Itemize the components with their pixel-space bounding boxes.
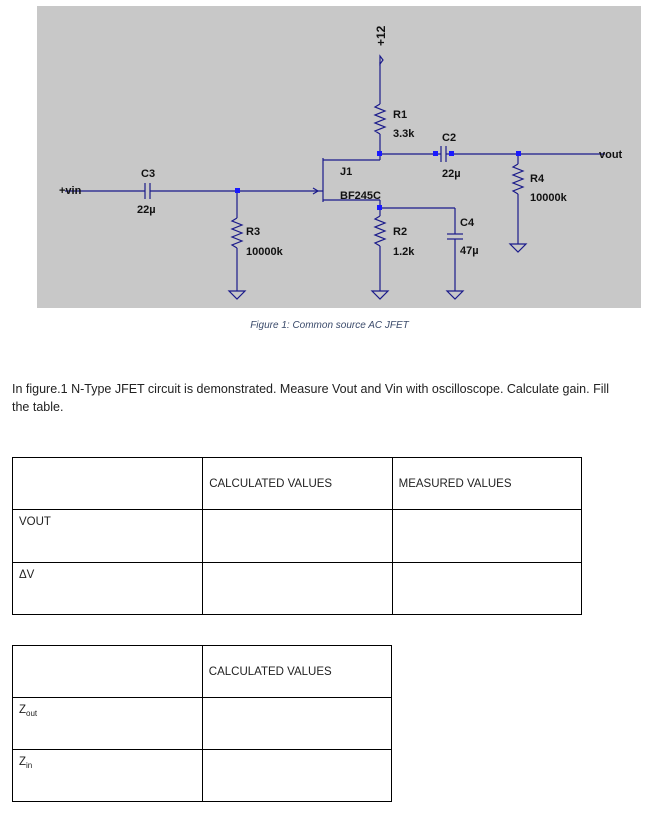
c3-value: 22µ bbox=[137, 204, 156, 216]
r3-value: 10000k bbox=[246, 246, 283, 258]
r4-value: 10000k bbox=[530, 192, 567, 204]
row-label-cell bbox=[13, 698, 203, 750]
impedance-table bbox=[12, 645, 392, 802]
node-gate bbox=[235, 188, 240, 193]
table-header-blank bbox=[13, 646, 203, 698]
r2-value: 1.2k bbox=[393, 246, 415, 258]
j1-ref: J1 bbox=[340, 166, 353, 178]
vin-label: +vin bbox=[59, 185, 82, 197]
zin-main: Z bbox=[19, 756, 27, 768]
node-c2-right bbox=[449, 151, 454, 156]
r1-value: 3.3k bbox=[393, 128, 415, 140]
c2-value: 22µ bbox=[442, 168, 461, 180]
row-label-vout: VOUT bbox=[19, 516, 51, 528]
header-calculated-label: CALCULATED VALUES bbox=[208, 666, 332, 678]
row-label-delta-v: ΔV bbox=[19, 569, 35, 581]
measurement-table bbox=[12, 457, 582, 615]
r2-ref: R2 bbox=[393, 226, 408, 238]
vout-label: vout bbox=[599, 149, 623, 161]
zout-main: Z bbox=[19, 704, 27, 716]
row-label-zin bbox=[13, 750, 202, 770]
vout-measured-cell[interactable] bbox=[392, 510, 581, 563]
node-drain bbox=[377, 151, 382, 156]
supply-label: +12 bbox=[374, 25, 388, 46]
zin-calculated-cell[interactable] bbox=[202, 750, 391, 802]
c4-ref: C4 bbox=[460, 217, 475, 229]
header-calculated bbox=[202, 646, 391, 698]
table-header-row bbox=[13, 646, 392, 698]
c4-value: 47µ bbox=[460, 245, 479, 257]
table-row bbox=[13, 750, 392, 802]
zout-sub: out bbox=[26, 709, 38, 718]
table-header-row bbox=[13, 458, 582, 510]
row-label-cell bbox=[13, 750, 203, 802]
delta-v-measured-cell[interactable] bbox=[392, 563, 581, 615]
instructions-text: In figure.1 N-Type JFET circuit is demonstrated. Measure Vout and Vin with oscilloscope. Calculate gain. Fill the table. bbox=[12, 382, 610, 414]
c2-ref: C2 bbox=[442, 132, 457, 144]
delta-v-calculated-cell[interactable] bbox=[203, 563, 392, 615]
table-row bbox=[13, 698, 392, 750]
vout-calculated-cell[interactable] bbox=[203, 510, 392, 563]
table-row bbox=[13, 510, 582, 563]
header-measured bbox=[392, 458, 581, 510]
row-label-cell bbox=[13, 510, 203, 563]
r1-ref: R1 bbox=[393, 109, 408, 121]
r4-ref: R4 bbox=[530, 173, 545, 185]
zout-calculated-cell[interactable] bbox=[202, 698, 391, 750]
node-vout bbox=[516, 151, 521, 156]
circuit-schematic bbox=[37, 6, 641, 308]
header-calculated-label: CALCULATED VALUES bbox=[209, 478, 333, 490]
zin-sub: in bbox=[26, 761, 33, 770]
row-label-zout bbox=[13, 698, 202, 718]
figure-caption: Figure 1: Common source AC JFET bbox=[250, 320, 409, 331]
c3-ref: C3 bbox=[141, 168, 156, 180]
row-label-cell bbox=[13, 563, 203, 615]
r3-ref: R3 bbox=[246, 226, 261, 238]
header-measured-label: MEASURED VALUES bbox=[398, 478, 512, 490]
header-calculated bbox=[203, 458, 392, 510]
table-row bbox=[13, 563, 582, 615]
table-header-blank bbox=[13, 458, 203, 510]
schematic-background bbox=[37, 6, 641, 308]
node-source bbox=[377, 205, 382, 210]
node-c2-left bbox=[433, 151, 438, 156]
j1-value: BF245C bbox=[340, 190, 381, 202]
